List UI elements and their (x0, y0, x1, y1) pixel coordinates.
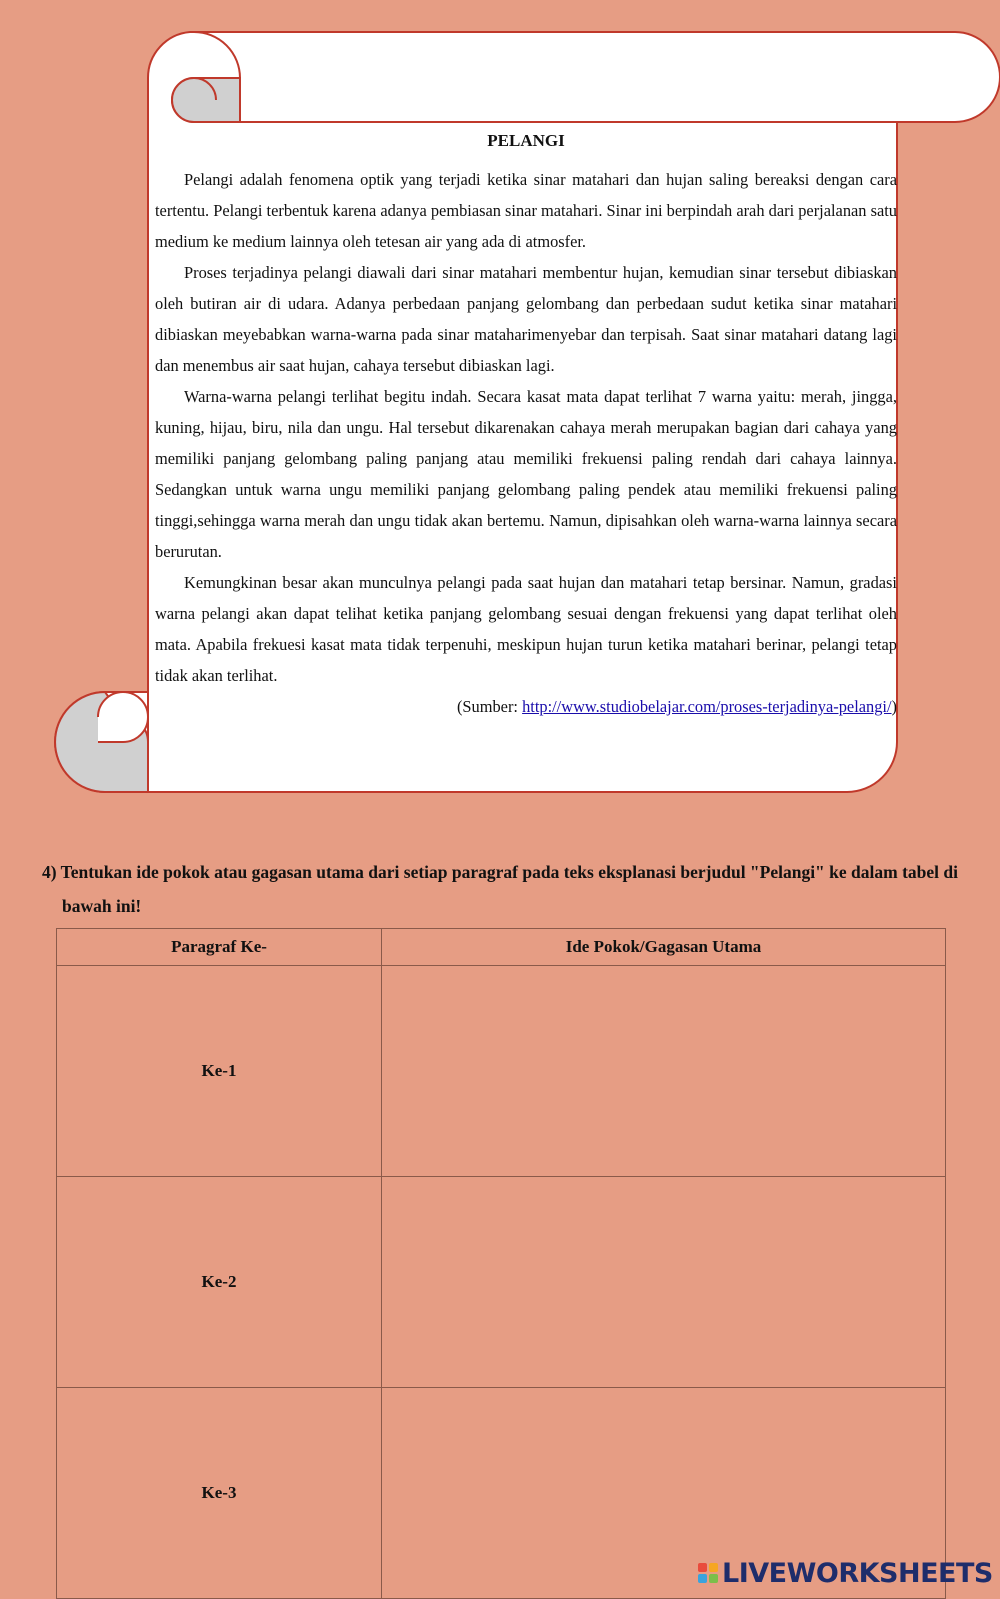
row-label: Ke-1 (57, 966, 382, 1177)
liveworksheets-logo (698, 1558, 993, 1588)
header-main-idea: Ide Pokok/Gagasan Utama (382, 929, 946, 966)
question-text: 4) Tentukan ide pokok atau gagasan utama dari setiap paragraf pada teks eksplanasi berjudul "Pelangi" ke dalam tabel di bawah ini! (42, 862, 958, 916)
row-label: Ke-2 (57, 1177, 382, 1388)
table-row (57, 1177, 946, 1388)
logo-text: LIVEWORKSHEETS (722, 1557, 993, 1589)
answer-cell-2[interactable] (382, 1177, 946, 1388)
paragraph-4: Kemungkinan besar akan munculnya pelangi pada saat hujan dan matahari tetap bersinar. Namun, gradasi warna pelangi akan dapat telihat ketika panjang gelombang sesuai dengan frekuensi yang dapat terlihat oleh mata. Apabila frekuesi kasat mata tidak terpenuhi, meskipun hujan turun ketika matahari berinar, pelangi tetap tidak akan terlihat. (155, 573, 897, 685)
source-citation (155, 691, 897, 722)
table-row (57, 966, 946, 1177)
paragraph-3: Warna-warna pelangi terlihat begitu indah. Secara kasat mata dapat terlihat 7 warna yaitu: merah, jingga, kuning, hijau, biru, nila dan ungu. Hal tersebut dikarenakan cahaya merah merupakan bagian dari cahaya yang memiliki panjang gelombang paling panjang atau memiliki frekuensi paling rendah dari cahaya lainnya. Sedangkan untuk warna ungu memiliki panjang gelombang paling pendek atau memiliki frekuensi paling tinggi,sehingga warna merah dan ungu tidak akan bertemu. Namun, dipisahkan oleh warna-warna lainnya secara berurutan. (155, 387, 897, 561)
paragraph-1: Pelangi adalah fenomena optik yang terjadi ketika sinar matahari dan hujan saling bereaksi dengan cara tertentu. Pelangi terbentuk karena adanya pembiasan sinar matahari. Sinar ini berpindah arah dari perjalanan satu medium ke medium lainnya oleh tetesan air yang ada di atmosfer. (155, 170, 897, 251)
logo-mark-icon (698, 1563, 718, 1583)
source-link[interactable]: http://www.studiobelajar.com/proses-terjadinya-pelangi/ (522, 697, 892, 716)
source-suffix: ) (891, 697, 897, 716)
table-header-row (57, 929, 946, 966)
answer-table (56, 928, 946, 1599)
article-title: PELANGI (487, 131, 565, 150)
source-prefix: (Sumber: (456, 697, 523, 716)
article (155, 128, 897, 722)
row-label: Ke-3 (57, 1388, 382, 1599)
scroll-curl-top (172, 78, 240, 122)
paragraph-2: Proses terjadinya pelangi diawali dari sinar matahari membentur hujan, kemudian sinar tersebut dibiaskan oleh butiran air di udara. Adanya perbedaan panjang gelombang dan perbedaan sudut ketika sinar matahari dibiaskan meyebabkan warna-warna pada sinar mataharimenyebar dan terpisah. Saat sinar matahari datang lagi dan menembus air saat hujan, cahaya tersebut dibiaskan lagi. (155, 263, 897, 375)
answer-cell-1[interactable] (382, 966, 946, 1177)
header-paragraph: Paragraf Ke- (57, 929, 382, 966)
